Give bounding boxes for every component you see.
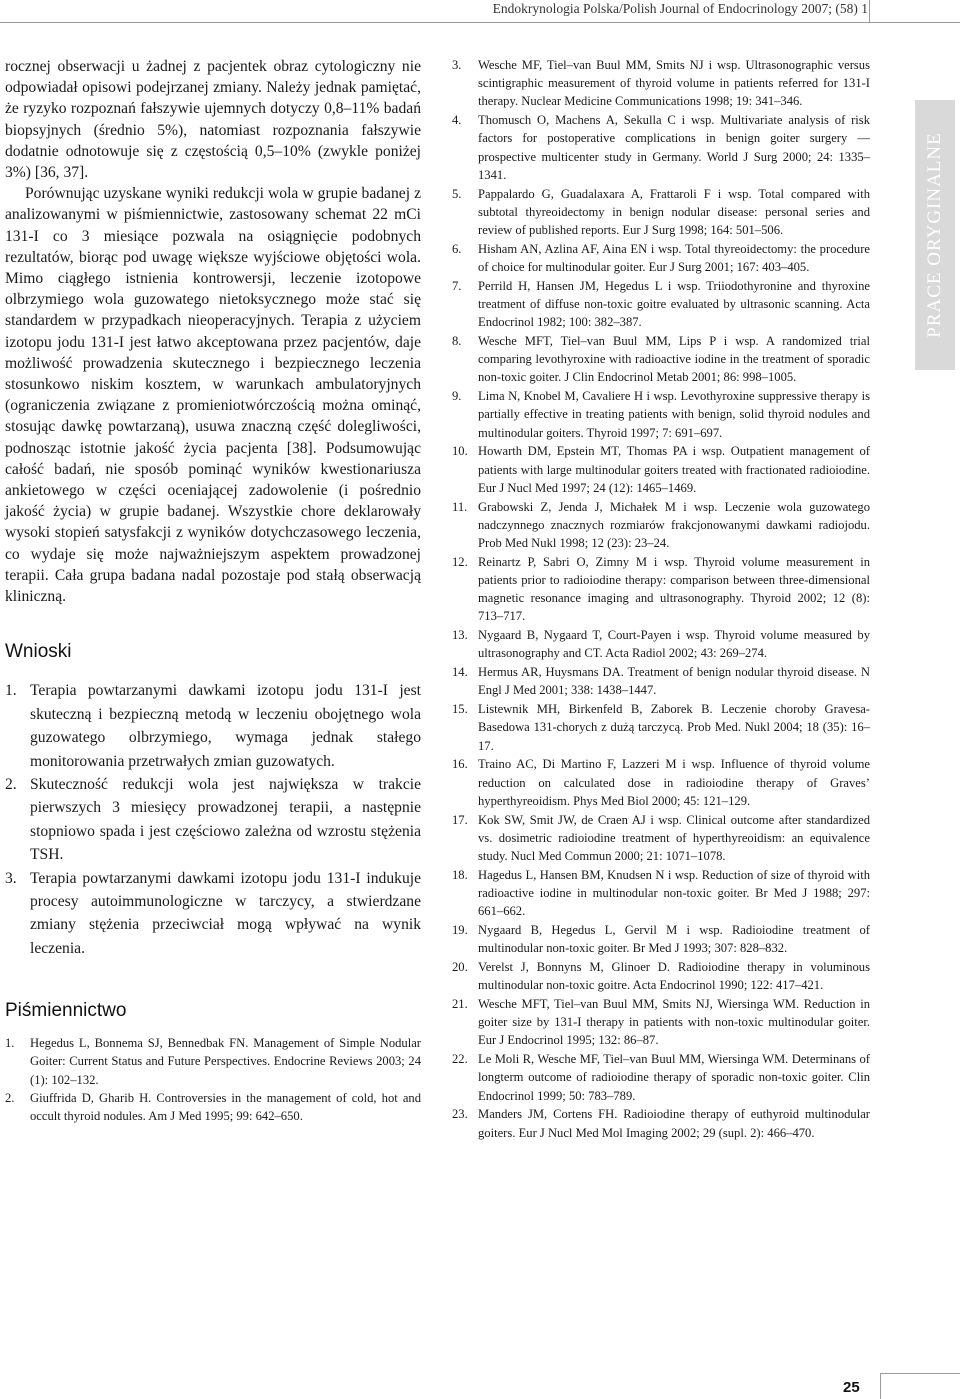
reference-item: 1. Hegedus L, Bonnema SJ, Bennedbak FN. Management of Simple Nodular Goiter: Current Status and Future Perspectives. Endocrine Reviews 2003; 24 (1): 102–132.: [5, 1036, 421, 1087]
reference-item: [452, 811, 870, 866]
reference-item: [452, 958, 870, 994]
reference-number: 10.: [452, 444, 468, 459]
reference-number: 22.: [452, 1052, 468, 1067]
section-side-label: [915, 100, 955, 370]
reference-item: 2. Giuffrida D, Gharib H. Controversies in the management of cold, hot and occult thyroid nodules. Am J Med 1995; 99: 642–650.: [5, 1090, 421, 1123]
conclusions-list: [5, 679, 421, 960]
reference-item: [452, 111, 870, 184]
reference-text: Thomusch O, Machens A, Sekulla C i wsp. Multivariate analysis of risk factors for postoperative complications in benign goiter surgery — prospective multicenter study in Germany. World J Surg 2000; 24: 1335–1341.: [478, 113, 870, 182]
reference-item: [452, 56, 870, 111]
reference-item: [452, 442, 870, 497]
reference-text: Nygaard B, Nygaard T, Court-Payen i wsp. Thyroid volume measured by ultrasonography and CT. Acta Radiol 2002; 43: 269–274.: [478, 628, 870, 661]
page-number-box: [880, 1373, 960, 1399]
reference-number: 12.: [452, 554, 468, 569]
references-heading: Piśmiennictwo: [5, 1000, 127, 1022]
reference-number: 11.: [452, 499, 468, 514]
header-corner-box: [869, 0, 960, 22]
reference-item: [452, 332, 870, 387]
reference-text: Perrild H, Hansen JM, Hegedus L i wsp. Triiodothyronine and thyroxine treatment of diffuse non-toxic goitre evaluated by ultrasonic scanning. Acta Endocrinol 1982; 100: 382–387.: [478, 278, 870, 330]
reference-number: 8.: [452, 334, 462, 349]
conclusion-item: 1. Terapia powtarzanymi dawkami izotopu jodu 131-I jest skuteczną i bezpieczną metodą w leczeniu obojętnego wola guzowatego olbrzymiego, wymaga jednak stałego monitorowania przetrwałych zmian guzowatych.: [5, 682, 421, 770]
side-label-text: PRACE ORYGINALNE: [924, 132, 945, 338]
reference-item: [452, 387, 870, 442]
reference-text: Lima N, Knobel M, Cavaliere H i wsp. Levothyroxine suppressive therapy is partially effective in treating patients with benign, solid thyroid nodules and multinodular goiters. Thyroid 1997; 7: 691–697.: [478, 389, 870, 440]
left-column: [5, 56, 421, 1125]
reference-number: 7.: [452, 278, 462, 293]
reference-number: 18.: [452, 867, 468, 882]
reference-item: [452, 498, 870, 553]
reference-number: 21.: [452, 997, 468, 1012]
reference-text: Kok SW, Smit JW, de Craen AJ i wsp. Clinical outcome after standardized vs. dosimetric radioiodine treatment of hyperthyreoidism: an equivalence study. Nucl Med Commun 2000; 21: 1071–1078.: [478, 812, 870, 864]
reference-text: Hisham AN, Azlina AF, Aina EN i wsp. Total thyreoidectomy: the procedure of choice for multinodular goiter. Eur J Surg 2001; 167: 403–405.: [478, 241, 870, 275]
reference-text: Traino AC, Di Martino F, Lazzeri M i wsp. Influence of thyroid volume reduction on calculated dose in radioiodine therapy of Graves’ hyperthyreoidism. Phys Med Biol 2000; 45: 121–129.: [478, 757, 870, 808]
reference-number: 19.: [452, 923, 468, 938]
reference-text: Nygaard B, Hegedus L, Gervil M i wsp. Radioiodine treatment of multinodular non-toxic goiter. Br Med J 1993; 307: 828–832.: [478, 923, 870, 956]
conclusions-heading: Wnioski: [5, 641, 72, 663]
journal-title: Endokrynologia Polska/Polish Journal of Endocrinology 2007; (58) 1: [492, 1, 868, 16]
reference-text: Wesche MFT, Tiel–van Buul MM, Lips P i wsp. A randomized trial comparing levothyroxine with radioactive iodine in the treatment of sporadic non-toxic goiter. J Clin Endocrinol Metab 2001; 86: 998–1005.: [478, 334, 870, 385]
reference-item: [452, 185, 870, 240]
reference-text: Verelst J, Bonnyns M, Glinoer D. Radioiodine therapy in voluminous multinodular non-toxic goitre. Acta Endocrinol 1990; 122: 417–421.: [478, 960, 870, 993]
body-paragraph: Porównując uzyskane wyniki redukcji wola w grupie badanej z analizowanymi w piśmiennictwie, zastosowany schemat 22 mCi 131-I co 3 miesiące pozwala na osiągnięcie podobnych rezultatów, biorąc pod uwagę większe wyjściowe objętości wola. Mimo ciągłego istnienia kontrowersji, leczenie izotopowe olbrzymiego wola guzowatego nietoksycznego może stać się standardem w przypadkach nieoperacyjnych. Terapia z użyciem izotopu jodu 131-I jest łatwo akceptowana przez pacjentów, daje możliwość prowadzenia skutecznego i bezpiecznego leczenia stosunkowo niskim kosztem, w warunkach ambulatoryjnych (ograniczenia związane z promieniotwórczością można ominąć, stosując dawkę powtarzaną), usuwa znaczną część dolegliwości, podnosząc istotnie jakość życia pacjenta [38]. Podsumowując całość badań, nie sposób pominąć wyników kwestionariusza ankietowego w części oceniającej zadowolenie (i pośrednio jakość życia) w grupie badanej. Wszystkie chore deklarowały wysoki stopień satysfakcji z wyników dotychczasowego leczenia, co wydaje się może najważniejszym aspektem prowadzonej terapii. Cała grupa badana nadal pozostaje pod stałą obserwacją kliniczną.: [5, 185, 421, 606]
reference-item: [452, 240, 870, 276]
reference-text: Reinartz P, Sabri O, Zimny M i wsp. Thyroid volume measurement in patients prior to radioiodine therapy: comparison between three-dimensional magnetic resonance imaging and ultrasonography. Thyroid 2002; 12 (8): 713–717.: [478, 554, 870, 624]
reference-number: 3.: [452, 58, 462, 72]
reference-text: Wesche MFT, Tiel–van Buul MM, Smits NJ, Wiersinga WM. Reduction in goiter size by 131-I therapy in patients with non-toxic multinodular goiter. Eur J Endocrinol 1995; 132: 86–87.: [478, 997, 870, 1048]
running-header: [0, 0, 960, 23]
reference-number: 9.: [452, 389, 462, 404]
reference-number: 20.: [452, 960, 468, 975]
reference-item: [452, 626, 870, 662]
reference-item: [452, 755, 870, 810]
reference-number: 23.: [452, 1107, 468, 1122]
references-list-right: [452, 56, 870, 1142]
body-paragraph: rocznej obserwacji u żadnej z pacjentek obraz cytologiczny nie odpowiadał opisowi podejrzanej zmiany. Należy jednak pamiętać, że ryzyko rozpoznań fałszywie ujemnych dotyczy 0,8–11% badań biopsyjnych (średnio 5%), natomiast rozpoznania fałszywie dodatnie odnotowuje się z częstością 0,5–10% (zwykle poniżej 3%) [36, 37].: [5, 58, 421, 182]
reference-text: Wesche MF, Tiel–van Buul MM, Smits NJ i wsp. Ultrasonographic versus scintigraphic measurement of thyroid volume in patients referred for 131-I therapy. Nuclear Medicine Communications 1998; 19: 341–346.: [478, 58, 870, 109]
reference-text: Listewnik MH, Birkenfeld B, Zaborek B. Leczenie choroby Gravesa-Basedowa 131-chorych z dużą tarczycą. Prob Med. Nukl 2004; 18 (35): 16–17.: [478, 702, 870, 753]
reference-text: Hermus AR, Huysmans DA. Treatment of benign nodular thyroid disease. N Engl J Med 2001; 338: 1438–1447.: [478, 665, 870, 698]
reference-item: [452, 277, 870, 332]
references-list-left: [5, 1034, 421, 1125]
reference-item: [452, 1050, 870, 1105]
reference-text: Hagedus L, Hansen BM, Knudsen N i wsp. Reduction of size of thyroid with radioactive iodine in multinodular non-toxic goiter. Br Med J 1988; 297: 661–662.: [478, 867, 870, 919]
reference-item: [452, 553, 870, 626]
reference-text: Grabowski Z, Jenda J, Michałek M i wsp. Leczenie wola guzowatego nadczynnego znacznych rozmiarów frakcjonowanymi dawkami radiojodu. Prob Med Nukl 1998; 12 (23): 23–24.: [478, 499, 870, 551]
conclusion-item: 2. Skuteczność redukcji wola jest największa w trakcie pierwszych 3 miesięcy prowadzonej terapii, a następnie stopniowo spada i jest częściowo zależna od wzrostu stężenia TSH.: [5, 775, 421, 864]
reference-text: Le Moli R, Wesche MF, Tiel–van Buul MM, Wiersinga WM. Determinans of longterm outcome of radioiodine therapy of sporadic non-toxic goiter. Clin Endocrinol 1999; 50: 783–789.: [478, 1052, 870, 1103]
conclusion-item: 3. Terapia powtarzanymi dawkami izotopu jodu 131-I indukuje procesy autoimmunologiczne w tarczycy, a stwierdzane zmiany stężenia przeciwciał mogą wpływać na wynik leczenia.: [5, 869, 421, 957]
reference-item: [452, 921, 870, 957]
page-number: 25: [843, 1379, 860, 1396]
reference-text: Pappalardo G, Guadalaxara A, Frattaroli F i wsp. Total compared with subtotal thyreoidectomy in benign nodular disease: personal series and review of published reports. Eur J Surg 1998; 164: 501–506.: [478, 186, 870, 238]
reference-number: 13.: [452, 628, 468, 643]
reference-number: 4.: [452, 113, 462, 128]
reference-number: 14.: [452, 665, 468, 680]
reference-item: [452, 1105, 870, 1141]
reference-number: 15.: [452, 702, 468, 717]
reference-number: 6.: [452, 241, 462, 256]
reference-number: 5.: [452, 186, 462, 201]
reference-item: [452, 700, 870, 755]
reference-item: [452, 866, 870, 921]
reference-text: Manders JM, Cortens FH. Radioiodine therapy of euthyroid multinodular goiters. Eur J Nucl Med Mol Imaging 2002; 29 (supl. 2): 466–470.: [478, 1107, 870, 1140]
reference-number: 17.: [452, 812, 468, 827]
reference-number: 16.: [452, 757, 468, 772]
reference-text: Howarth DM, Epstein MT, Thomas PA i wsp. Outpatient management of patients with large multinodular goiters treated with fractionated radioiodine. Eur J Nucl Med 1997; 24 (12): 1465–1469.: [478, 444, 870, 495]
right-column: [452, 56, 870, 1142]
reference-item: [452, 995, 870, 1050]
reference-item: [452, 663, 870, 699]
